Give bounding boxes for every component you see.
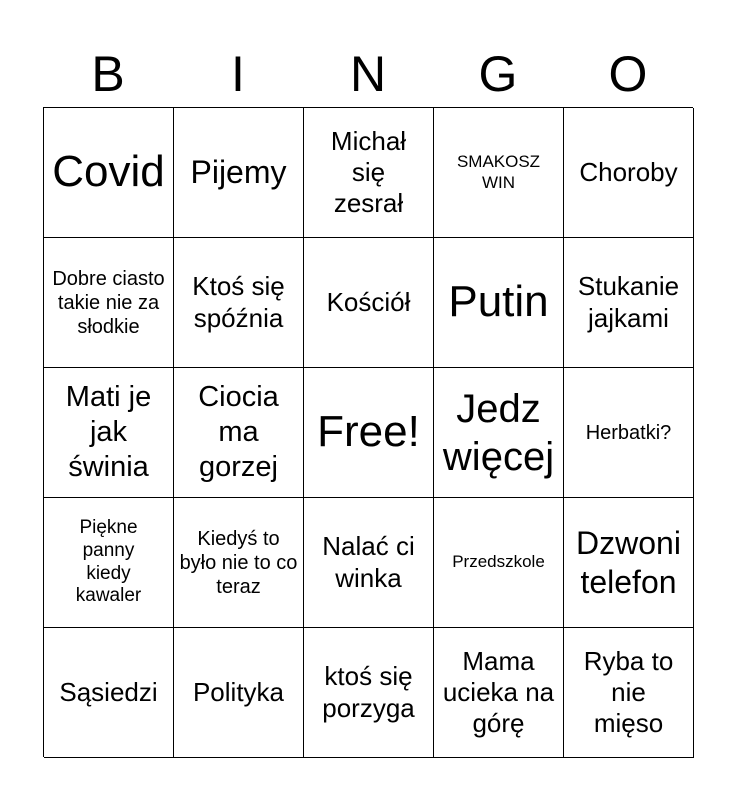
header-letter-n: N <box>349 46 387 102</box>
bingo-cell-text: Ryba to nie mięso <box>583 645 674 739</box>
bingo-cell-text: Pijemy <box>190 154 287 191</box>
bingo-cell-text: Free! <box>317 407 420 457</box>
bingo-board <box>43 107 693 757</box>
bingo-cell-text: Mama ucieka na górę <box>442 645 555 739</box>
bingo-cell-r3-c5[interactable] <box>564 368 694 498</box>
bingo-cell-text: Nalać ci winka <box>322 531 415 593</box>
header-letter-g: G <box>478 46 518 102</box>
bingo-cell-r3-c2[interactable] <box>174 368 304 498</box>
bingo-cell-r5-c5[interactable] <box>564 628 694 758</box>
bingo-cell-text: Michał się zesrał <box>330 125 407 219</box>
bingo-cell-text: Jedz więcej <box>442 386 555 479</box>
bingo-cell-r1-c4[interactable] <box>434 108 564 238</box>
bingo-cell-r2-c2[interactable] <box>174 238 304 368</box>
bingo-cell-text: Przedszkole <box>452 552 545 572</box>
bingo-cell-text: Kiedyś to było nie to co teraz <box>179 527 298 598</box>
header-letter-i: I <box>231 46 245 102</box>
bingo-cell-text: SMAKOSZ WIN <box>456 152 541 192</box>
bingo-cell-free[interactable] <box>304 368 434 498</box>
bingo-cell-text: Choroby <box>579 156 678 187</box>
bingo-cell-text: Mati je jak świnia <box>65 381 152 483</box>
bingo-cell-text: ktoś się porzyga <box>322 661 415 723</box>
bingo-header <box>43 40 693 108</box>
bingo-cell-r4-c1[interactable] <box>44 498 174 628</box>
bingo-cell-r1-c5[interactable] <box>564 108 694 238</box>
bingo-cell-text: Ktoś się spóźnia <box>192 271 285 333</box>
header-letter-o: O <box>608 46 648 102</box>
bingo-cell-r4-c5[interactable] <box>564 498 694 628</box>
bingo-cell-r5-c2[interactable] <box>174 628 304 758</box>
bingo-cell-text: Ciocia ma gorzej <box>198 381 279 483</box>
bingo-cell-text: Polityka <box>192 676 285 707</box>
bingo-cell-r4-c3[interactable] <box>304 498 434 628</box>
bingo-cell-r5-c4[interactable] <box>434 628 564 758</box>
bingo-cell-text: Covid <box>52 147 165 197</box>
bingo-cell-r5-c3[interactable] <box>304 628 434 758</box>
bingo-cell-text: Sąsiedzi <box>59 676 158 707</box>
bingo-cell-text: Piękne panny kiedy kawaler <box>75 516 142 607</box>
bingo-cell-r4-c4[interactable] <box>434 498 564 628</box>
bingo-cell-r1-c3[interactable] <box>304 108 434 238</box>
bingo-cell-r1-c2[interactable] <box>174 108 304 238</box>
bingo-cell-text: Kościół <box>326 286 411 317</box>
bingo-cell-r3-c1[interactable] <box>44 368 174 498</box>
bingo-cell-r2-c5[interactable] <box>564 238 694 368</box>
bingo-cell-text: Herbatki? <box>585 421 672 444</box>
bingo-cell-r5-c1[interactable] <box>44 628 174 758</box>
bingo-cell-r2-c3[interactable] <box>304 238 434 368</box>
bingo-cell-r1-c1[interactable] <box>44 108 174 238</box>
bingo-cell-r4-c2[interactable] <box>174 498 304 628</box>
bingo-cell-r2-c1[interactable] <box>44 238 174 368</box>
bingo-cell-r3-c4[interactable] <box>434 368 564 498</box>
bingo-cell-text: Stukanie jajkami <box>577 271 680 333</box>
header-letter-b: B <box>91 46 125 102</box>
bingo-cell-text: Putin <box>448 277 549 327</box>
bingo-cell-r2-c4[interactable] <box>434 238 564 368</box>
bingo-cell-text: Dzwoni telefon <box>576 525 681 600</box>
bingo-cell-text: Dobre ciasto takie nie za słodkie <box>52 267 165 338</box>
